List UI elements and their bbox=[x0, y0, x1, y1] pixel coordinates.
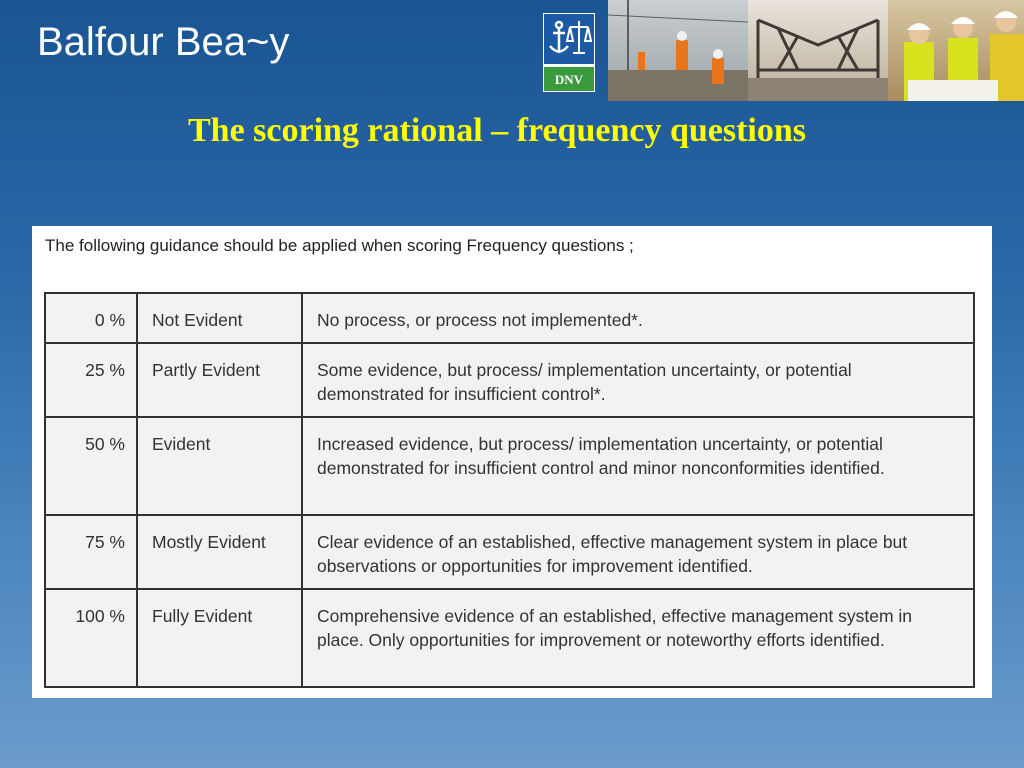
score-level: Not Evident bbox=[137, 293, 302, 343]
score-level: Partly Evident bbox=[137, 343, 302, 417]
table-row bbox=[45, 589, 974, 687]
dnv-logo bbox=[543, 13, 595, 92]
score-description: Some evidence, but process/ implementation uncertainty, or potential demonstrated for insufficient control*. bbox=[302, 343, 974, 417]
brand-name: Balfour Bea~y bbox=[37, 20, 290, 64]
score-percent: 100 % bbox=[45, 589, 137, 687]
score-level: Evident bbox=[137, 417, 302, 515]
score-level: Fully Evident bbox=[137, 589, 302, 687]
guidance-intro: The following guidance should be applied when scoring Frequency questions ; bbox=[45, 236, 634, 255]
dnv-logo-mark bbox=[543, 13, 595, 92]
score-percent: 0 % bbox=[45, 293, 137, 343]
table-row bbox=[45, 343, 974, 417]
score-description: Clear evidence of an established, effective management system in place but observations or opportunities for improvement identified. bbox=[302, 515, 974, 589]
score-description: Comprehensive evidence of an established, effective management system in place. Only opportunities for improvement or noteworthy efforts identified. bbox=[302, 589, 974, 687]
guidance-panel bbox=[32, 226, 992, 698]
table-row bbox=[45, 417, 974, 515]
score-percent: 25 % bbox=[45, 343, 137, 417]
table-row bbox=[45, 515, 974, 589]
score-description: Increased evidence, but process/ implementation uncertainty, or potential demonstrated for insufficient control and minor nonconformities identified. bbox=[302, 417, 974, 515]
slide-title: The scoring rational – frequency questions bbox=[187, 112, 806, 149]
construction-photos-image bbox=[608, 0, 1024, 101]
score-percent: 75 % bbox=[45, 515, 137, 589]
score-description: No process, or process not implemented*. bbox=[302, 293, 974, 343]
scoring-table bbox=[44, 292, 975, 688]
score-level: Mostly Evident bbox=[137, 515, 302, 589]
logo-text: DNV bbox=[554, 72, 584, 87]
score-percent: 50 % bbox=[45, 417, 137, 515]
table-row bbox=[45, 293, 974, 343]
header-photo-collage bbox=[608, 0, 1024, 101]
